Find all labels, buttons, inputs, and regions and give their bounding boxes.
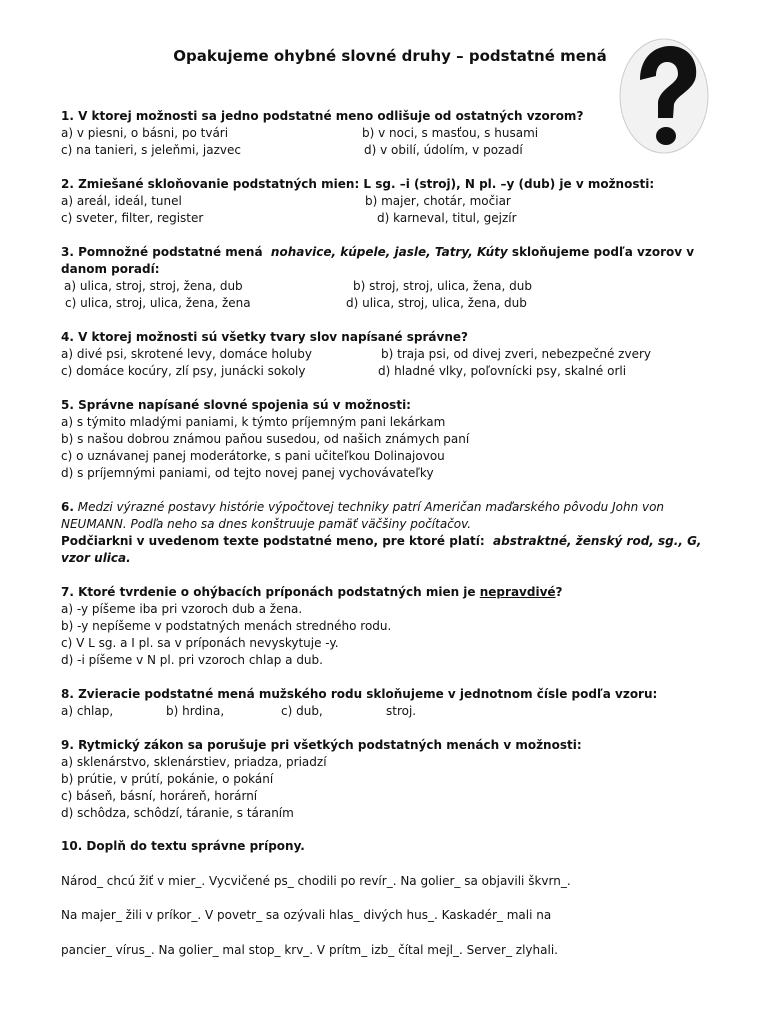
- question-2-option-c: c) sveter, filter, register: [61, 211, 204, 225]
- question-1-options-row1: [61, 125, 711, 142]
- question-2-stem: 2. Zmiešané skloňovanie podstatných mien: L sg. –i (stroj), N pl. –y (dub) je v možnosti:: [61, 177, 655, 191]
- question-2-option-d: d) karneval, titul, gejzír: [377, 211, 517, 225]
- question-7-stem: [61, 584, 711, 601]
- question-6: [61, 499, 711, 567]
- question-9-option-d: d) schôdza, schôdzí, táranie, s táraním: [61, 806, 294, 820]
- question-7: [61, 584, 711, 669]
- question-7-stem-underlined: nepravdivé: [479, 585, 556, 599]
- question-10-line-1: Národ_ chcú žiť v mier_. Vycvičené ps_ chodili po revír_. Na golier_ sa objavili škvrn_.: [61, 874, 571, 888]
- question-7-stem-end: ?: [555, 585, 563, 599]
- question-9-stem: 9. Rytmický zákon sa porušuje pri všetkých podstatných menách v možnosti:: [61, 738, 582, 752]
- question-1-option-a: a) v piesni, o básni, po tvári: [61, 126, 229, 140]
- question-5-option-a: a) s týmito mladými paniami, k týmto príjemným pani lekárkam: [61, 415, 446, 429]
- question-6-task-block: [61, 533, 711, 567]
- question-3-option-a: a) ulica, stroj, stroj, žena, dub: [64, 279, 243, 293]
- question-1-option-d: d) v obilí, údolím, v pozadí: [364, 143, 523, 157]
- question-9-option-a: a) sklenárstvo, sklenárstiev, priadza, priadzí: [61, 755, 327, 769]
- page-title: Opakujeme ohybné slovné druhy – podstatné mená: [173, 47, 607, 65]
- question-3-stem: [61, 244, 711, 278]
- question-7-option-a: a) -y píšeme iba pri vzoroch dub a žena.: [61, 602, 303, 616]
- question-3-stem-words: nohavice, kúpele, jasle, Tatry, Kúty: [270, 245, 508, 259]
- question-3-options-row2: [61, 295, 711, 312]
- question-8-option-d: stroj.: [386, 704, 417, 718]
- question-8: [61, 686, 711, 720]
- question-4-option-a: a) divé psi, skrotené levy, domáce holuby: [61, 347, 312, 361]
- question-4-options-row2: [61, 363, 711, 380]
- question-4-options-row1: [61, 346, 711, 363]
- question-8-option-b: b) hrdina,: [166, 704, 225, 718]
- question-8-options-row: [61, 703, 711, 720]
- question-4: [61, 329, 711, 380]
- question-5-stem: 5. Správne napísané slovné spojenia sú v možnosti:: [61, 398, 411, 412]
- question-6-properties: abstraktné, ženský rod, sg., G, vzor ulica.: [61, 534, 702, 565]
- question-7-stem-start: 7. Ktoré tvrdenie o ohýbacích príponách podstatných mien je: [61, 585, 476, 599]
- question-3-option-b: b) stroj, stroj, ulica, žena, dub: [353, 279, 532, 293]
- question-7-option-d: d) -i píšeme v N pl. pri vzoroch chlap a dub.: [61, 653, 323, 667]
- question-4-option-c: c) domáce kocúry, zlí psy, junácki sokoly: [61, 364, 306, 378]
- question-8-option-a: a) chlap,: [61, 704, 114, 718]
- question-9-option-c: c) báseň, básní, horáreň, horární: [61, 789, 258, 803]
- question-5-option-c: c) o uznávanej panej moderátorke, s pani učiteľkou Dolinajovou: [61, 449, 445, 463]
- question-9-option-b: b) prútie, v prútí, pokánie, o pokání: [61, 772, 274, 786]
- question-10-line-3: pancier_ vírus_. Na golier_ mal stop_ krv_. V prítm_ izb_ čítal mejl_. Server_ zlyhali.: [61, 943, 558, 957]
- question-3: [61, 244, 711, 312]
- question-2-options-row1: [61, 193, 711, 210]
- question-4-option-b: b) traja psi, od divej zveri, nebezpečné zvery: [381, 347, 651, 361]
- question-8-stem: 8. Zvieracie podstatné mená mužského rodu skloňujeme v jednotnom čísle podľa vzoru:: [61, 687, 658, 701]
- question-10-line-2: Na majer_ žili v príkor_. V povetr_ sa ozývali hlas_ divých hus_. Kaskadér_ mali na: [61, 908, 552, 922]
- question-5-option-d: d) s príjemnými paniami, od tejto novej panej vychovávateľky: [61, 466, 434, 480]
- question-5: [61, 397, 711, 482]
- question-2-option-b: b) majer, chotár, močiar: [365, 194, 511, 208]
- question-6-number: 6.: [61, 500, 74, 514]
- question-6-text: Medzi výrazné postavy histórie výpočtovej techniky patrí Američan maďarského pôvodu John von NEUMANN. Podľa neho sa dnes konštruuje pamäť väčšiny počítačov.: [61, 500, 665, 531]
- question-10: [61, 838, 711, 855]
- question-4-option-d: d) hladné vlky, poľovnícki psy, skalné orli: [378, 364, 627, 378]
- question-3-option-d: d) ulica, stroj, ulica, žena, dub: [346, 296, 527, 310]
- question-1-options-row2: [61, 142, 711, 159]
- question-2-options-row2: [61, 210, 711, 227]
- question-5-option-b: b) s našou dobrou známou paňou susedou, od našich známych paní: [61, 432, 470, 446]
- question-6-text-block: [61, 499, 711, 533]
- question-1-option-c: c) na tanieri, s jeleňmi, jazvec: [61, 143, 241, 157]
- question-10-stem: 10. Doplň do textu správne prípony.: [61, 839, 305, 853]
- question-8-option-c: c) dub,: [281, 704, 323, 718]
- question-9: [61, 737, 711, 822]
- question-7-option-b: b) -y nepíšeme v podstatných menách stredného rodu.: [61, 619, 392, 633]
- question-4-stem: 4. V ktorej možnosti sú všetky tvary slov napísané správne?: [61, 330, 468, 344]
- question-3-stem-start: 3. Pomnožné podstatné mená: [61, 245, 263, 259]
- question-1-stem: 1. V ktorej možnosti sa jedno podstatné meno odlišuje od ostatných vzorom?: [61, 109, 584, 123]
- question-2: [61, 176, 711, 227]
- question-1-option-b: b) v noci, s masťou, s husami: [362, 126, 539, 140]
- question-3-options-row1: [61, 278, 711, 295]
- question-2-option-a: a) areál, ideál, tunel: [61, 194, 182, 208]
- question-7-option-c: c) V L sg. a I pl. sa v príponách nevyskytuje -y.: [61, 636, 339, 650]
- question-3-option-c: c) ulica, stroj, ulica, žena, žena: [65, 296, 251, 310]
- question-6-task: Podčiarkni v uvedenom texte podstatné meno, pre ktoré platí:: [61, 534, 485, 548]
- question-1: [61, 108, 711, 159]
- question-3-stem-end: skloňujeme podľa vzorov v danom poradí:: [61, 245, 695, 276]
